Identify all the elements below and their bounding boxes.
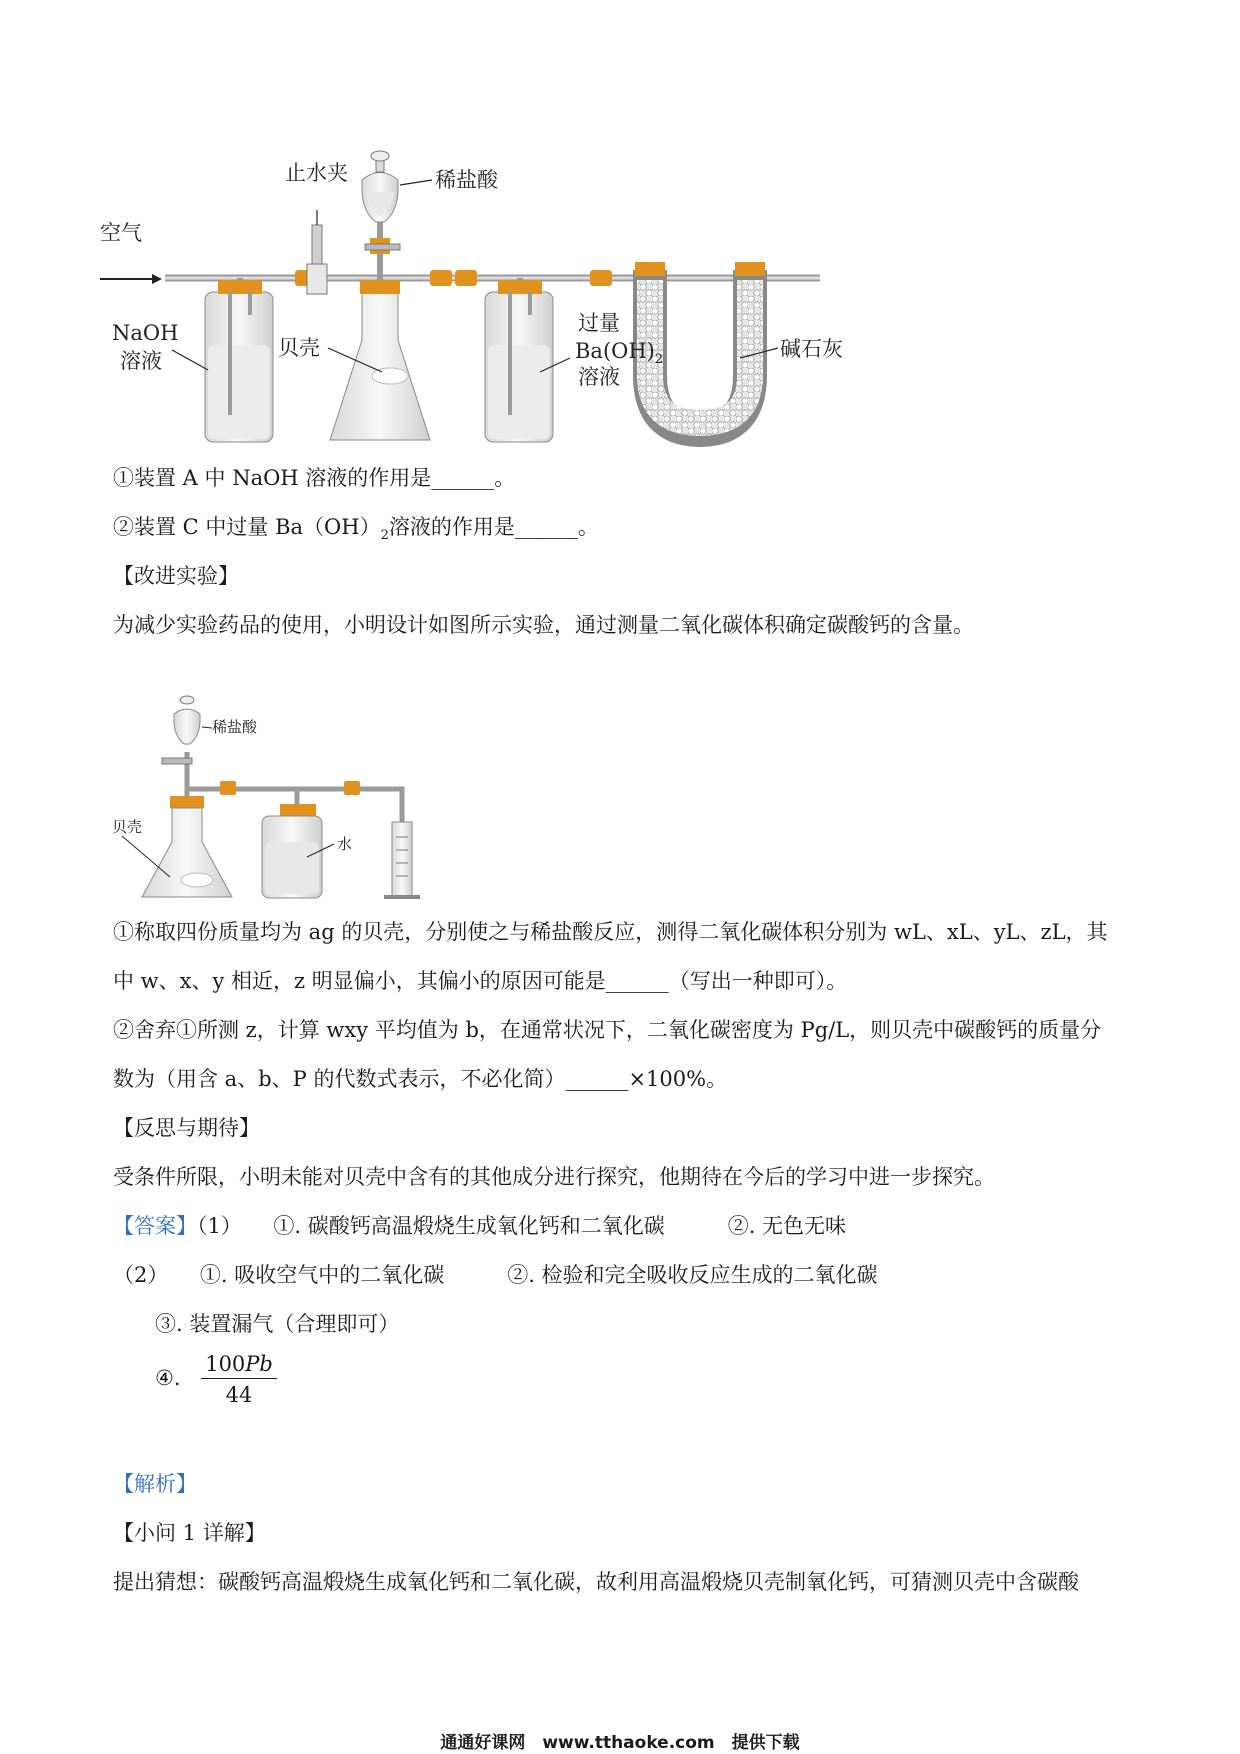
label-baoh-solution: 溶液 [578, 365, 620, 389]
answer-tag: 【答案】 [113, 1214, 197, 1238]
answer-line-1: 【答案】（1） ①. 碳酸钙高温煅烧生成氧化钙和二氧化碳 ②. 无色无味 [113, 1214, 847, 1238]
detail-text: 提出猜想：碳酸钙高温煅烧生成氧化钙和二氧化碳，故利用高温煅烧贝壳制氧化钙，可猜测贝壳中含碳酸 [113, 1570, 1079, 1594]
reflect-heading: 【反思与期待】 [113, 1116, 260, 1140]
apparatus-figure-2 [112, 692, 442, 902]
label-baoh: $Ba(OH)_2$ [575, 339, 664, 367]
label-acid: 稀盐酸 [435, 168, 498, 192]
fig2-label-acid: 稀盐酸 [212, 718, 258, 736]
sub-question-1-heading: 【小问 1 详解】 [113, 1521, 266, 1545]
fig2-label-shell: 贝壳 [112, 818, 143, 836]
page-footer: 通通好课网 www.tthaoke.com 提供下载 [440, 1733, 800, 1753]
label-soda-lime: 碱石灰 [780, 337, 843, 361]
label-baoh-excess: 过量 [578, 311, 620, 335]
answer-line-4: ④. $\frac{100Pb}{44}$ [155, 1350, 277, 1409]
question-2-line-1: ②舍弃①所测 z，计算 wxy 平均值为 b，在通常状况下，二氧化碳密度为 Pg/L，则贝壳中碳酸钙的质量分 [113, 1018, 1102, 1042]
label-naoh: NaOH [112, 321, 179, 345]
fig2-label-water: 水 [337, 835, 353, 853]
answer-fraction: $\frac{100Pb}{44}$ [201, 1350, 277, 1409]
apparatus-figure-1 [100, 140, 940, 450]
bottle-c [485, 280, 553, 442]
analysis-tag: 【解析】 [113, 1472, 197, 1496]
question-device-c: ②装置 C 中过量 $Ba(OH)_2$溶液的作用是______。 [113, 515, 599, 544]
question-device-a: ①装置 A 中 NaOH 溶液的作用是______。 [113, 466, 516, 490]
question-2-line-2: 数为（用含 a、b、P 的代数式表示，不必化简）______×100%。 [113, 1067, 728, 1091]
water-clamp [307, 210, 327, 294]
bottle-a [205, 280, 273, 442]
improve-heading: 【改进实验】 [113, 564, 239, 588]
label-shell: 贝壳 [278, 336, 320, 360]
question-1-line-2: 中 w、x、y 相近，z 明显偏小，其偏小的原因可能是______（写出一种即可）。 [113, 969, 848, 993]
answer-line-3: ③. 装置漏气（合理即可） [155, 1312, 400, 1336]
question-1-line-1: ①称取四份质量均为 ag 的贝壳，分别使之与稀盐酸反应，测得二氧化碳体积分别为 wL、xL、yL、zL，其 [113, 920, 1108, 944]
label-clamp: 止水夹 [285, 161, 348, 185]
flask-b [330, 151, 430, 440]
answer-line-2: （2） ①. 吸收空气中的二氧化碳 ②. 检验和完全吸收反应生成的二氧化碳 [113, 1263, 878, 1287]
label-air: 空气 [100, 221, 142, 245]
label-naoh-solution: 溶液 [120, 349, 162, 373]
reflect-text: 受条件所限，小明未能对贝壳中含有的其他成分进行探究，他期待在今后的学习中进一步探究。 [113, 1165, 995, 1189]
improve-text: 为减少实验药品的使用，小明设计如图所示实验，通过测量二氧化碳体积确定碳酸钙的含量。 [113, 613, 974, 637]
